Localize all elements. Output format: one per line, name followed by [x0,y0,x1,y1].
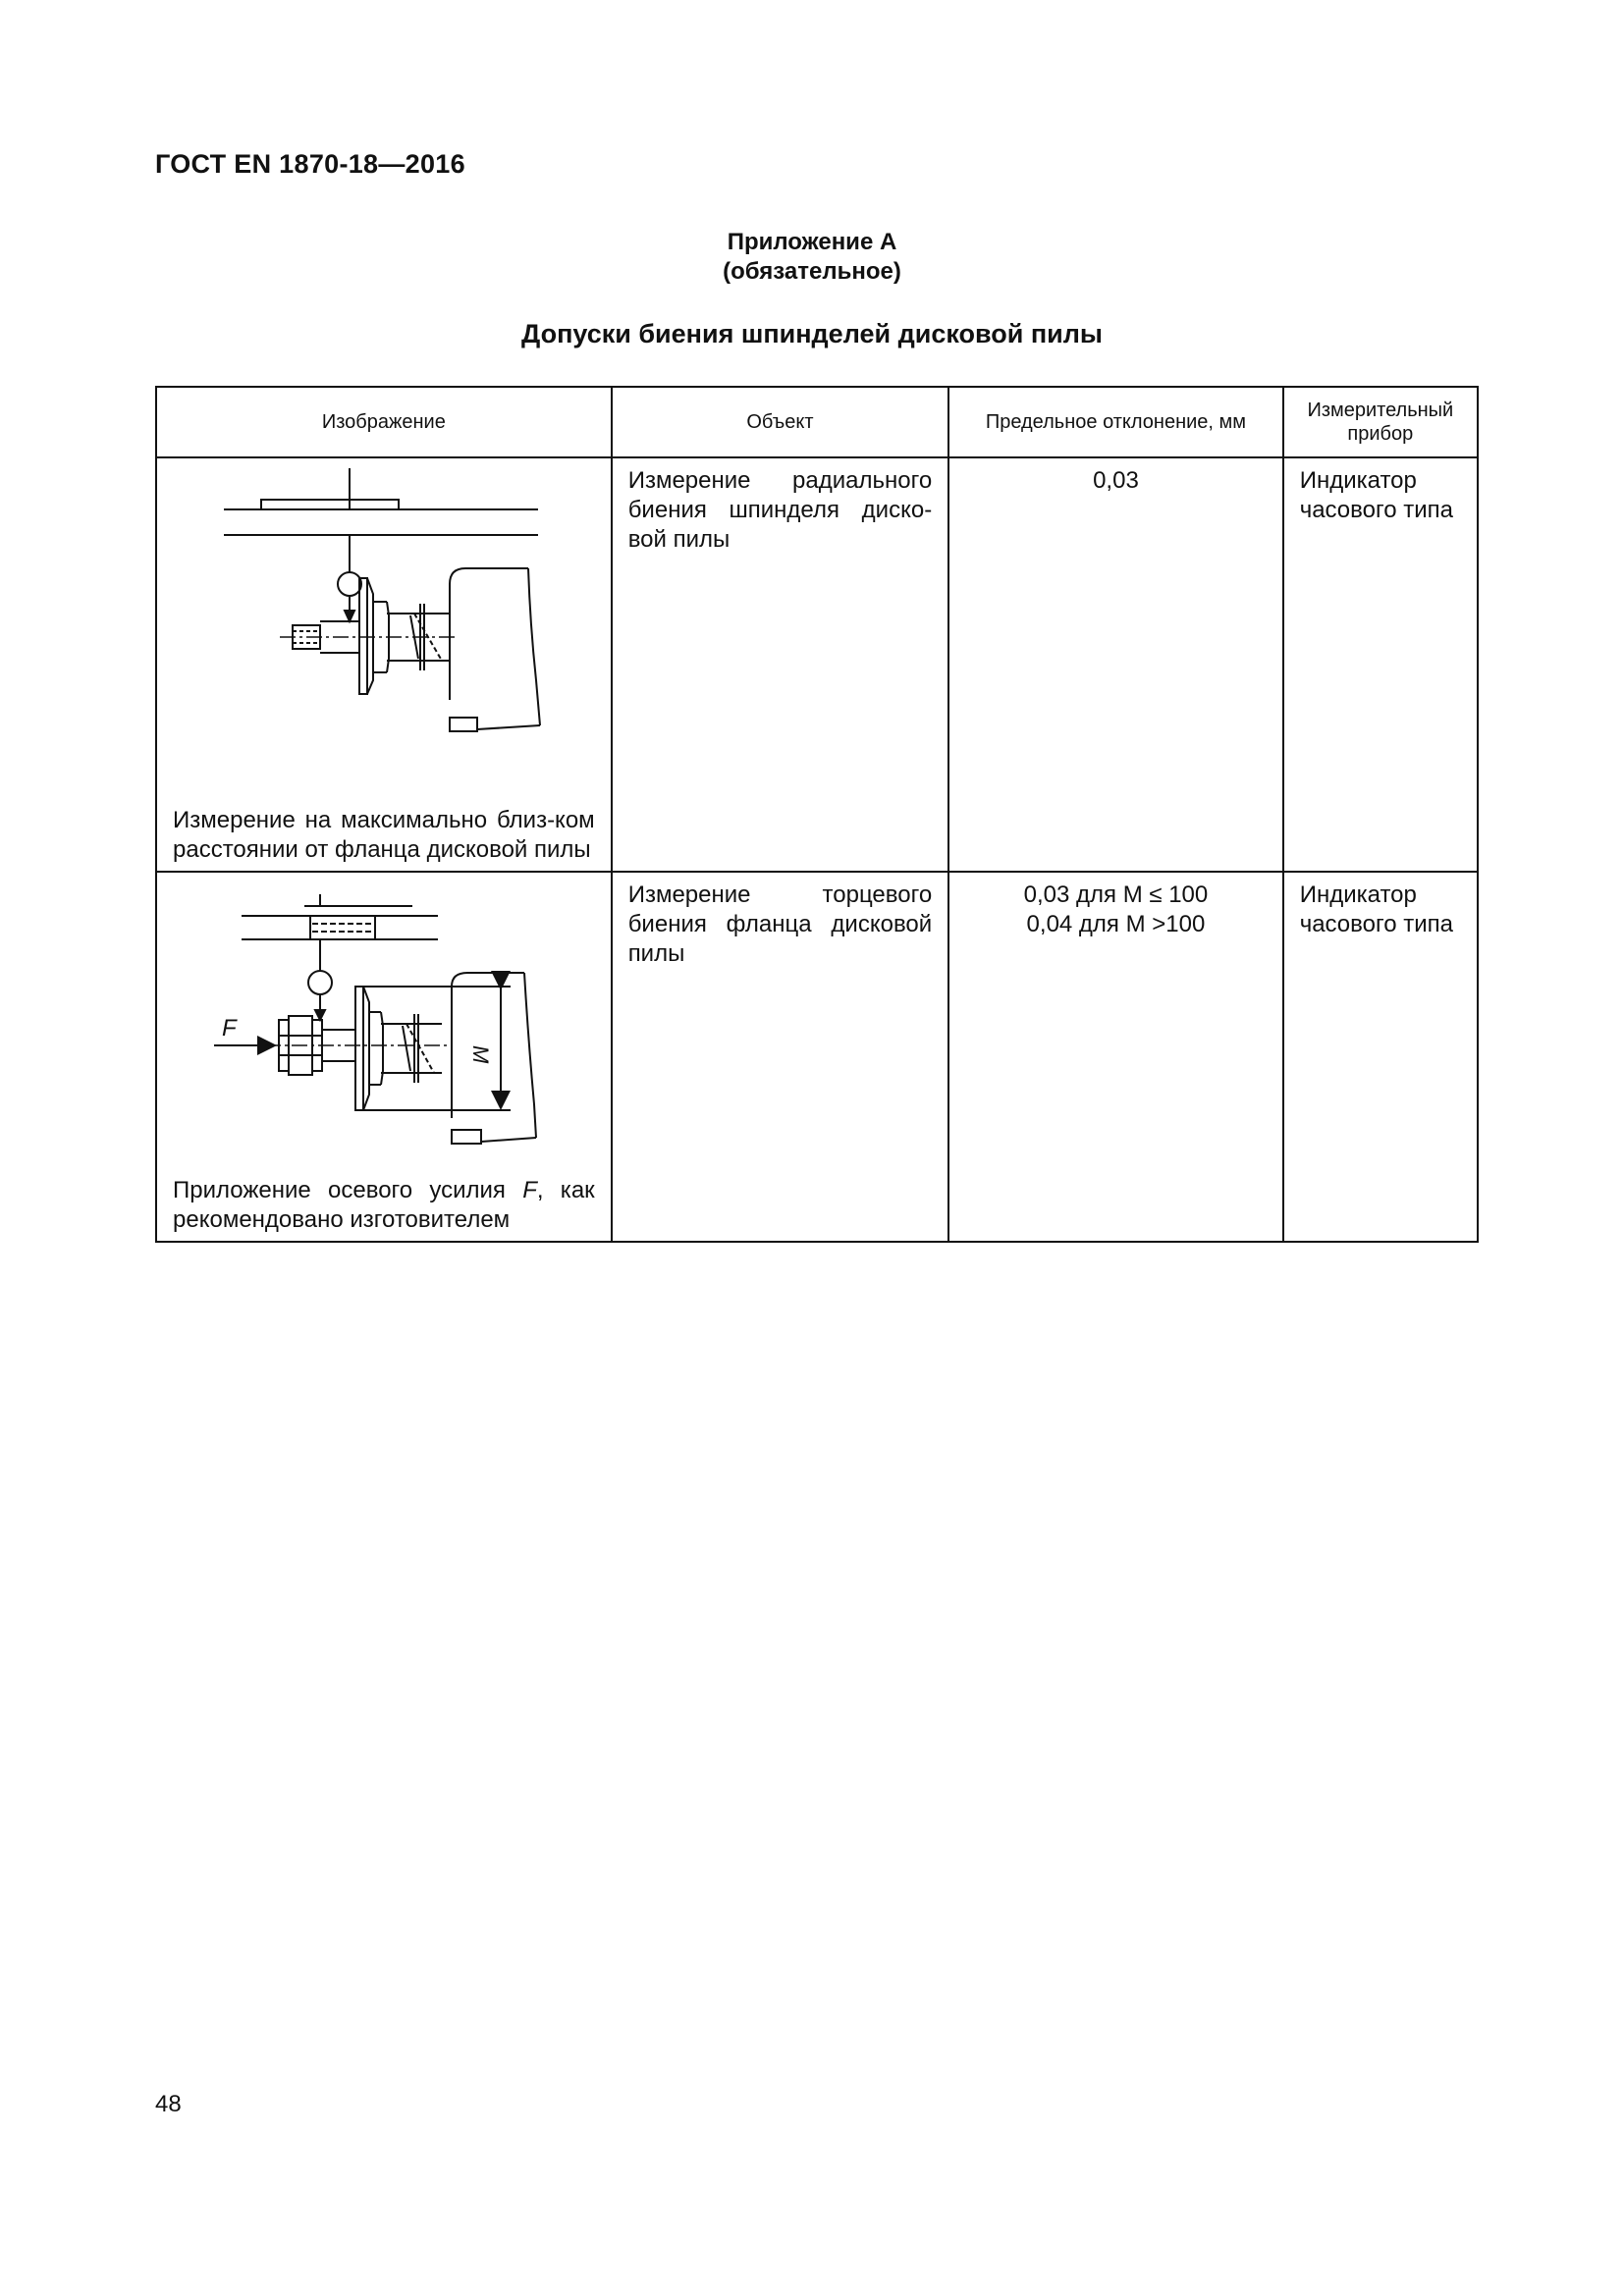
annex-heading [0,228,1624,287]
instrument-text: Индикатор часового типа [1299,467,1453,523]
header-image: Изображение [156,387,612,457]
header-deviation: Предельное отклонение, мм [948,387,1283,457]
header-instrument: Измерительный прибор [1283,387,1478,457]
section-title: Допуски биения шпинделей дисковой пилы [521,319,1103,348]
image-caption: Измерение на максимально близ-ком расстоянии от фланца дисковой пилы [173,807,595,863]
deviation-value [949,873,1282,947]
object-text: Измерение торцевого биения фланца дисковой пилы [627,881,933,967]
diameter-label: M [468,1045,493,1064]
caption-text-2: , как рекомендовано изготовителем [173,1177,595,1233]
annex-title: Приложение А [727,229,897,255]
object-cell [612,872,949,1242]
document-header: ГОСТ EN 1870-18—2016 [155,149,465,179]
deviation-value [949,458,1282,504]
instrument-cell [1283,872,1478,1242]
image-cell [156,457,612,872]
page-number: 48 [155,2091,182,2117]
object-text: Измерение радиального биения шпинделя диско-вой пилы [627,467,933,553]
deviation-line-1: 0,03 [1093,467,1139,494]
deviation-cell [948,457,1283,872]
deviation-line-2: 0,04 для М >100 [1026,911,1206,937]
image-caption [173,1176,595,1235]
instrument-text: Индикатор часового типа [1299,881,1453,937]
header-object: Объект [612,387,949,457]
object-cell [612,457,949,872]
table-row [156,457,1478,872]
deviation-cell [948,872,1283,1242]
caption-text-1: Приложение осевого усилия [173,1177,523,1203]
annex-status: (обязательное) [723,258,901,285]
tolerance-table [155,386,1479,1243]
table-row [156,872,1478,1242]
caption-force-var: F [522,1177,537,1203]
deviation-line-1: 0,03 для М ≤ 100 [1023,881,1209,908]
instrument-cell [1283,457,1478,872]
image-cell [156,872,612,1242]
force-label: F [222,1015,237,1041]
table-header-row [156,387,1478,457]
